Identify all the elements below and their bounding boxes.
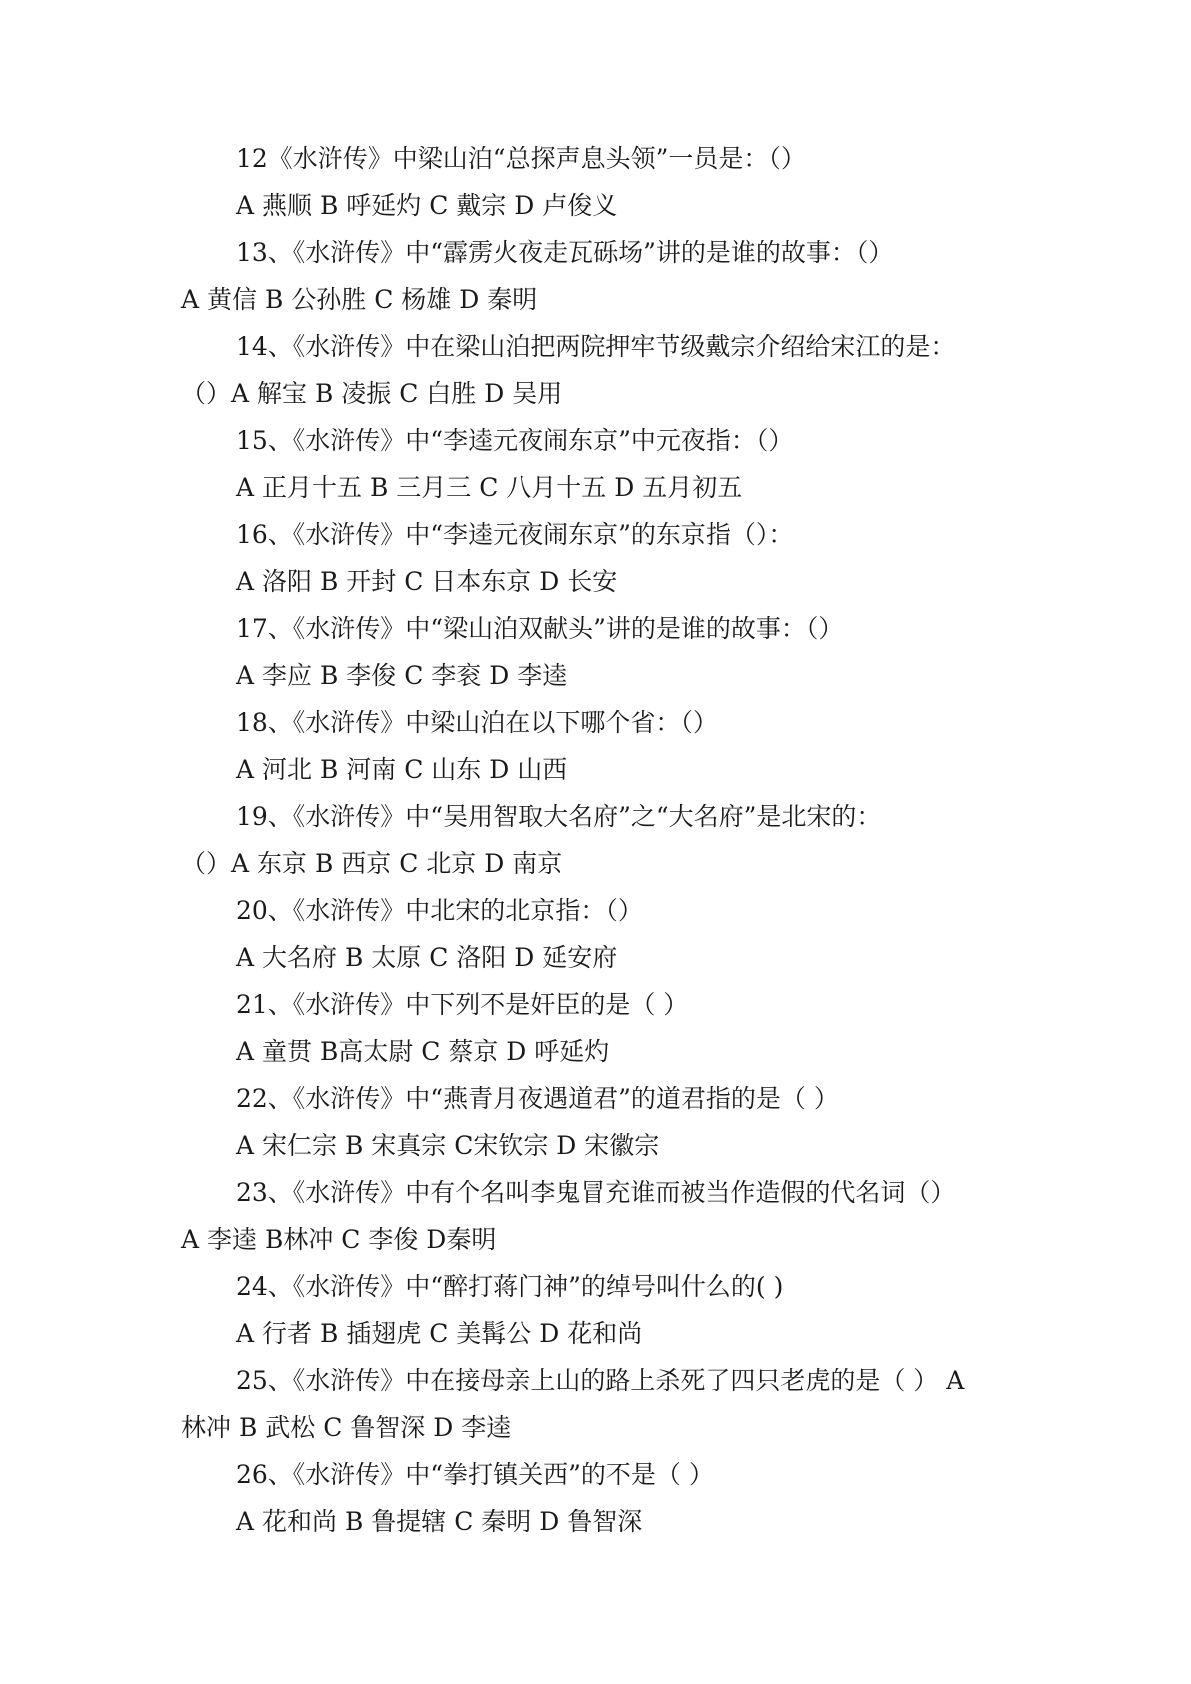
question-14-text: 14、《水浒传》中在梁山泊把两院押牢节级戴宗介绍给宋江的是： [236,332,956,361]
question-13-options: A 黄信 B 公孙胜 C 杨雄 D 秦明 [181,285,538,314]
question-14-options: （）A 解宝 B 凌振 C 白胜 D 吴用 [181,379,563,408]
question-23-text: 23、《水浒传》中有个名叫李鬼冒充谁而被当作造假的代名词（） [236,1178,956,1207]
question-13-text: 13、《水浒传》中“霹雳火夜走瓦砾场”讲的是谁的故事：（） [236,238,894,267]
question-22-options: A 宋仁宗 B 宋真宗 C宋钦宗 D 宋徽宗 [236,1131,660,1160]
question-22-text: 22、《水浒传》中“燕青月夜遇道君”的道君指的是（ ） [236,1084,839,1113]
question-18-options: A 河北 B 河南 C 山东 D 山西 [236,755,568,784]
question-20-text: 20、《水浒传》中北宋的北京指：（） [236,896,643,925]
question-21-options: A 童贯 B高太尉 C 蔡京 D 呼延灼 [236,1037,610,1066]
question-12-text: 12《水浒传》中梁山泊“总探声息头领”一员是：（） [236,144,806,173]
question-15-text: 15、《水浒传》中“李逵元夜闹东京”中元夜指：（） [236,426,794,455]
question-19-text: 19、《水浒传》中“吴用智取大名府”之“大名府”是北宋的： [236,802,882,831]
question-26-options: A 花和尚 B 鲁提辖 C 秦明 D 鲁智深 [236,1507,643,1536]
question-17-text: 17、《水浒传》中“梁山泊双献头”讲的是谁的故事：（） [236,614,844,643]
question-12-options: A 燕顺 B 呼延灼 C 戴宗 D 卢俊义 [236,191,618,220]
question-26-text: 26、《水浒传》中“拳打镇关西”的不是（ ） [236,1460,714,1489]
question-17-options: A 李应 B 李俊 C 李衮 D 李逵 [236,661,568,690]
question-20-options: A 大名府 B 太原 C 洛阳 D 延安府 [236,943,618,972]
question-25-options: 林冲 B 武松 C 鲁智深 D 李逵 [181,1413,512,1442]
question-24-options: A 行者 B 插翅虎 C 美髯公 D 花和尚 [236,1319,643,1348]
question-18-text: 18、《水浒传》中梁山泊在以下哪个省：（） [236,708,718,737]
question-23-options: A 李逵 B林冲 C 李俊 D秦明 [181,1225,497,1254]
question-19-options: （）A 东京 B 西京 C 北京 D 南京 [181,849,563,878]
question-24-text: 24、《水浒传》中“醉打蒋门神”的绰号叫什么的( ) [236,1272,784,1301]
question-21-text: 21、《水浒传》中下列不是奸臣的是（ ） [236,990,689,1019]
question-15-options: A 正月十五 B 三月三 C 八月十五 D 五月初五 [236,473,743,502]
question-16-options: A 洛阳 B 开封 C 日本东京 D 长安 [236,567,618,596]
question-16-text: 16、《水浒传》中“李逵元夜闹东京”的东京指（）： [236,520,794,549]
question-25-text: 25、《水浒传》中在接母亲上山的路上杀死了四只老虎的是（ ） A [236,1366,965,1395]
